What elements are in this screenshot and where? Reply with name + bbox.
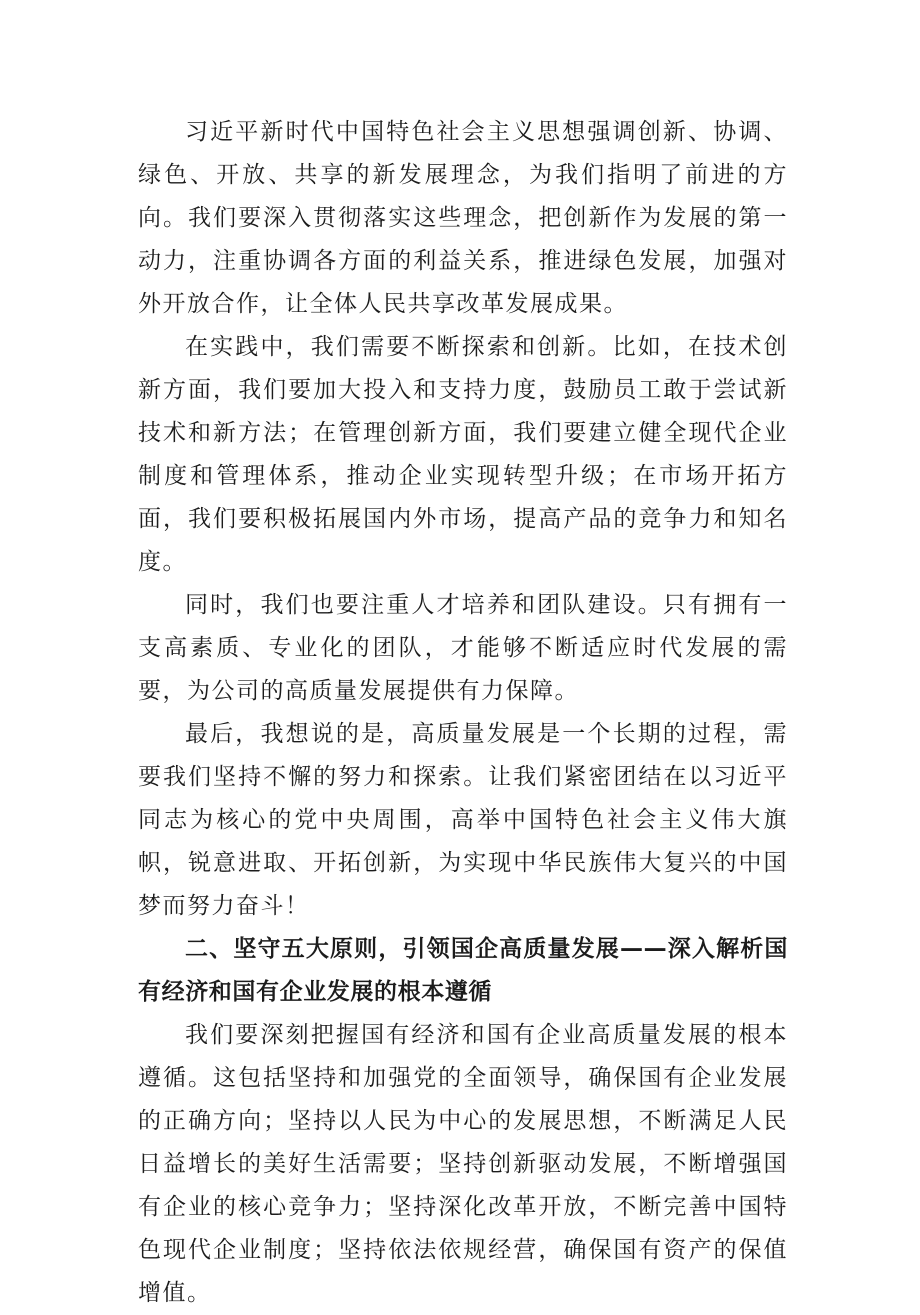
paragraph-fundamental-principles: 我们要深刻把握国有经济和国有企业高质量发展的根本遵循。这包括坚持和加强党的全面领导，确保国有企业发展的正确方向；坚持以人民为中心的发展思想，不断满足人民日益增长的美好生活需要；坚持创新驱动发展，不断增强国有企业的核心竞争力；坚持深化改革开放，不断完善中国特色现代企业制度；坚持依法依规经营，确保国有资产的保值增值。	[138, 1022, 788, 1306]
document-body	[138, 111, 788, 1315]
paragraph-talent-team: 同时，我们也要注重人才培养和团队建设。只有拥有一支高素质、专业化的团队，才能够不断适应时代发展的需要，为公司的高质量发展提供有力保障。	[138, 592, 788, 704]
paragraph-conclusion: 最后，我想说的是，高质量发展是一个长期的过程，需要我们坚持不懈的努力和探索。让我们紧密团结在以习近平同志为核心的党中央周围，高举中国特色社会主义伟大旗帜，锐意进取、开拓创新，为实现中华民族伟大复兴的中国梦而努力奋斗！	[138, 721, 788, 919]
paragraph-practice-innovation: 在实践中，我们需要不断探索和创新。比如，在技术创新方面，我们要加大投入和支持力度，鼓励员工敢于尝试新技术和新方法；在管理创新方面，我们要建立健全现代企业制度和管理体系，推动企业实现转型升级；在市场开拓方面，我们要积极拓展国内外市场，提高产品的竞争力和知名度。	[138, 334, 788, 575]
paragraph-new-development-concept: 习近平新时代中国特色社会主义思想强调创新、协调、绿色、开放、共享的新发展理念，为我们指明了前进的方向。我们要深入贯彻落实这些理念，把创新作为发展的第一动力，注重协调各方面的利益关系，推进绿色发展，加强对外开放合作，让全体人民共享改革发展成果。	[138, 119, 788, 317]
section-heading: 二、坚守五大原则，引领国企高质量发展——深入解析国有经济和国有企业发展的根本遵循	[138, 936, 788, 1005]
